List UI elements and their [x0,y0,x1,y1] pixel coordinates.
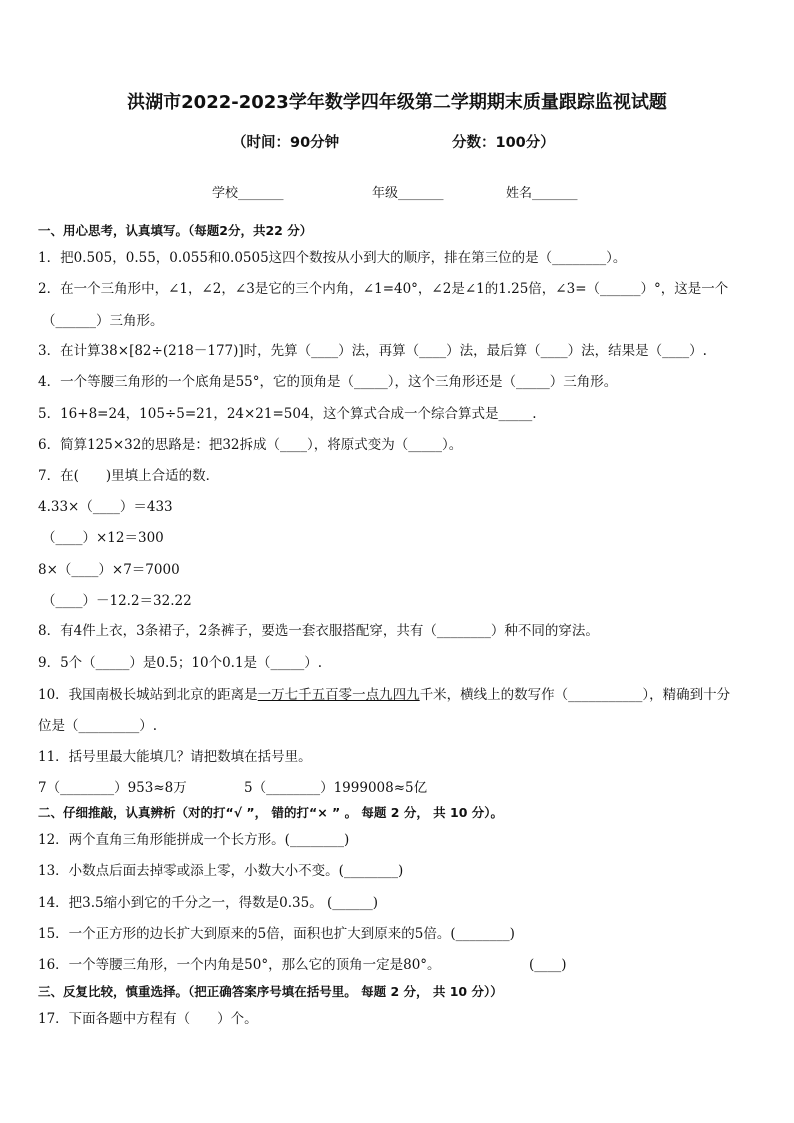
question-2-line2: （______）三角形。 [42,313,164,329]
question-2-line1: 2．在一个三角形中，∠1，∠2，∠3是它的三个内角，∠1=40°，∠2是∠1的1.25倍，∠3=（______）°，这是一个 [38,281,729,297]
question-7-d: （____）－12.2＝32.22 [42,593,192,609]
question-17: 17．下面各题中方程有（ ）个。 [38,1011,258,1027]
question-4: 4．一个等腰三角形的一个底角是55°，它的顶角是（_____），这个三角形还是（_____）三角形。 [38,374,618,390]
question-8: 8．有4件上衣，3条裙子，2条裤子，要选一套衣服搭配穿，共有（________）种不同的穿法。 [38,623,599,639]
exam-title: 洪湖市2022-2023学年数学四年级第二学期期末质量跟踪监视试题 [127,92,667,113]
section1-heading: 一、用心思考，认真填写。（每题2分，共22 分） [38,223,313,238]
question-14: 14．把3.5缩小到它的千分之一，得数是0.35。 (______) [38,895,379,911]
question-11-b: 5（________）1999008≈5亿 [244,780,428,796]
section3-heading: 三、反复比较，慎重选择。（把正确答案序号填在括号里。 每题 2 分， 共 10 分）） [38,984,503,999]
question-3: 3．在计算38×[82÷(218－177)]时，先算（____）法，再算（____）法，最后算（____）法，结果是（____）. [38,343,707,359]
question-5: 5．16+8=24，105÷5=21，24×21=504，这个算式合成一个综合算式是_____. [38,406,537,422]
question-7: 7．在( )里填上合适的数． [38,468,220,484]
question-9: 9．5个（_____）是0.5；10个0.1是（_____）. [38,655,323,671]
question-10-line2: 位是（_________）. [38,718,158,734]
question-6: 6．简算125×32的思路是：把32拆成（____），将原式变为（_____）。 [38,437,463,453]
question-11: 11．括号里最大能填几？请把数填在括号里。 [38,749,312,765]
question-7-c: 8×（____）×7＝7000 [38,562,180,578]
school-field: 学校_______ [212,186,284,201]
question-16: 16．一个等腰三角形，一个内角是50°，那么它的顶角一定是80°。 [38,957,441,973]
exam-time: （时间：90分钟 [232,135,340,151]
question-15: 15．一个正方形的边长扩大到原来的5倍，面积也扩大到原来的5倍。(________) [38,926,515,942]
section2-heading: 二、仔细推敲，认真辨析（对的打“√ ”， 错的打“× ” 。 每题 2 分， 共 10 分）。 [38,805,504,820]
name-field: 姓名_______ [506,186,578,201]
grade-field: 年级_______ [372,186,444,201]
question-13: 13．小数点后面去掉零或添上零，小数大小不变。(________) [38,863,404,879]
exam-score: 分数：100分） [452,135,555,151]
question-10-prefix: 10．我国南极长城站到北京的距离是 [38,687,258,703]
question-7-a: 4.33×（____）＝433 [38,499,173,515]
question-10-line1 [38,686,730,704]
question-11-a: 7（________）953≈8万 [38,780,187,796]
question-16-blank: (____) [529,957,567,973]
question-12: 12．两个直角三角形能拼成一个长方形。(________) [38,832,350,848]
question-1: 1．把0.505，0.55，0.055和0.0505这四个数按从小到大的顺序，排在第三位的是（________）。 [38,250,627,266]
question-10-suffix: 千米，横线上的数写作（___________），精确到十分 [419,687,731,703]
question-7-b: （____）×12＝300 [42,530,164,546]
question-10-underlined: 一万七千五百零一点九四九 [257,687,420,703]
